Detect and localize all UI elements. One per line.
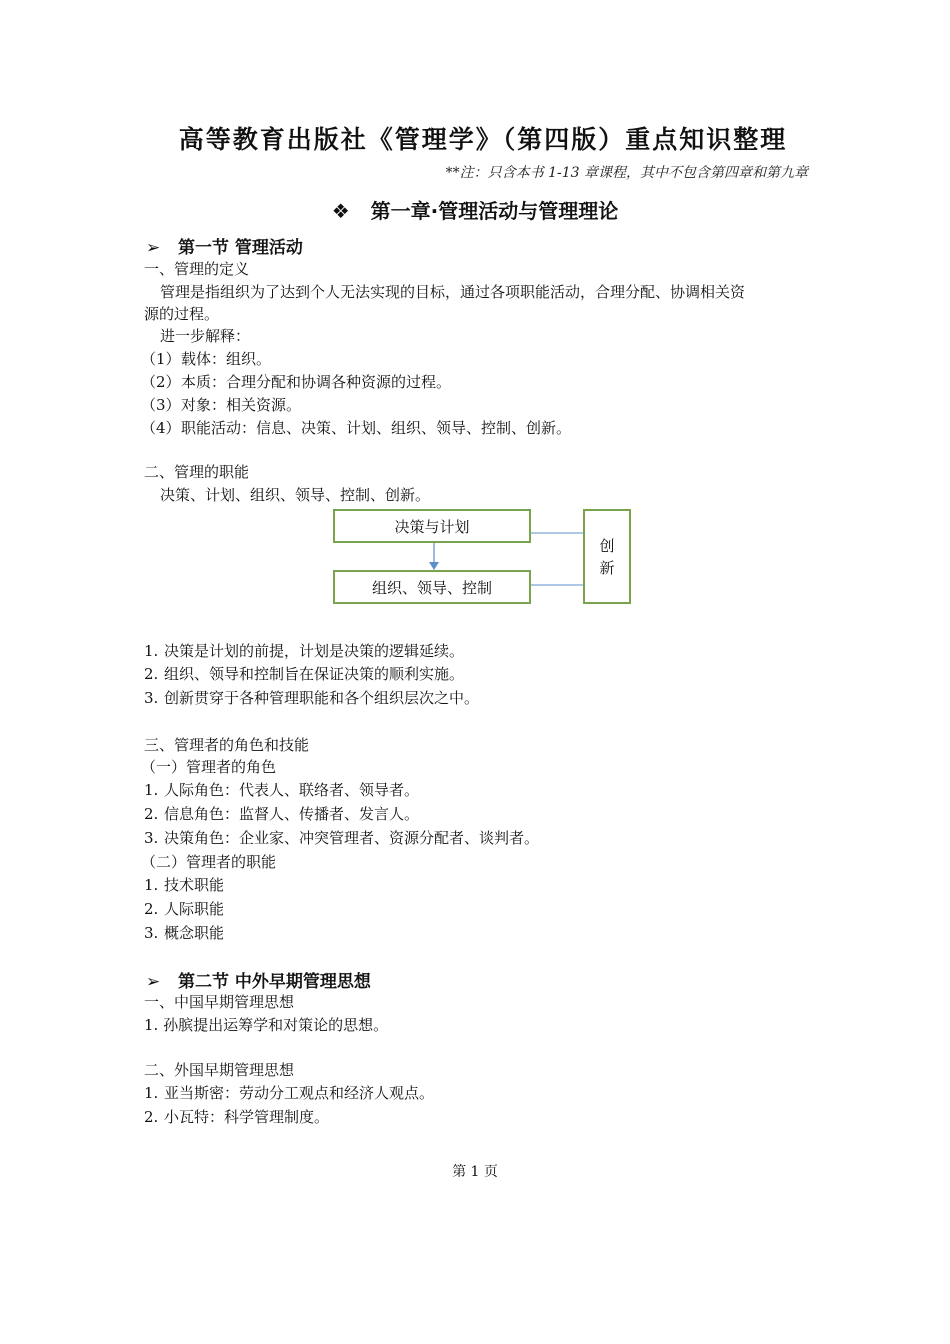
section-title: 第二节 中外早期管理思想 xyxy=(178,972,371,992)
functions-text: 决策、计划、组织、领导、控制、创新。 xyxy=(160,486,431,504)
diamond-bullet-icon: ❖ xyxy=(331,199,350,223)
arrow-head-icon xyxy=(429,562,439,570)
arrow-bullet-icon: ➢ xyxy=(146,972,161,992)
box-innovation: 创 新 xyxy=(583,509,631,604)
subheading-roles: （一）管理者的角色 xyxy=(141,758,277,776)
scope-note: **注：只含本书 1-13 章课程，其中不包含第四章和第九章 xyxy=(445,165,808,181)
list-item: （3）对象：相关资源。 xyxy=(141,396,302,414)
list-item: 1. 决策是计划的前提，计划是决策的逻辑延续。 xyxy=(144,642,465,660)
list-item: 1. 孙膑提出运筹学和对策论的思想。 xyxy=(144,1016,389,1034)
chapter-title: 第一章·管理活动与管理理论 xyxy=(370,199,619,223)
list-item: （4）职能活动：信息、决策、计划、组织、领导、控制、创新。 xyxy=(141,419,572,437)
document-title: 高等教育出版社《管理学》（第四版）重点知识整理 xyxy=(178,125,788,154)
list-item: 2. 组织、领导和控制旨在保证决策的顺利实施。 xyxy=(144,665,465,683)
further-explanation: 进一步解释： xyxy=(160,327,251,345)
list-item: 3. 概念职能 xyxy=(144,924,225,942)
list-item: 1. 亚当斯密：劳动分工观点和经济人观点。 xyxy=(144,1084,435,1102)
list-item: 3. 创新贯穿于各种管理职能和各个组织层次之中。 xyxy=(144,689,480,707)
arrow-bullet-icon: ➢ xyxy=(146,238,161,258)
list-item: 2. 小瓦特：科学管理制度。 xyxy=(144,1108,330,1126)
list-item: （2）本质：合理分配和协调各种资源的过程。 xyxy=(141,373,452,391)
page-number: 第 1 页 xyxy=(452,1164,498,1180)
subheading-roles-skills: 三、管理者的角色和技能 xyxy=(144,736,310,754)
subheading-duties: （二）管理者的职能 xyxy=(141,853,277,871)
list-item: 1. 技术职能 xyxy=(144,876,225,894)
definition-text-line2: 源的过程。 xyxy=(144,305,220,323)
subheading-china: 一、中国早期管理思想 xyxy=(144,993,295,1011)
box-organize-lead-control: 组织、领导、控制 xyxy=(333,570,531,604)
list-item: （1）载体：组织。 xyxy=(141,350,272,368)
box-decision-planning: 决策与计划 xyxy=(333,509,531,543)
list-item: 1. 人际角色：代表人、联络者、领导者。 xyxy=(144,781,420,799)
section-heading-2 xyxy=(146,967,371,992)
definition-text-line1: 管理是指组织为了达到个人无法实现的目标，通过各项职能活动，合理分配、协调相关资 xyxy=(160,283,746,301)
list-item: 3. 决策角色：企业家、冲突管理者、资源分配者、谈判者。 xyxy=(144,829,540,847)
section-title: 第一节 管理活动 xyxy=(178,238,303,258)
subheading-definition: 一、管理的定义 xyxy=(144,260,250,278)
list-item: 2. 人际职能 xyxy=(144,900,225,918)
subheading-foreign: 二、外国早期管理思想 xyxy=(144,1061,295,1079)
subheading-functions: 二、管理的职能 xyxy=(144,463,250,481)
list-item: 2. 信息角色：监督人、传播者、发言人。 xyxy=(144,805,420,823)
